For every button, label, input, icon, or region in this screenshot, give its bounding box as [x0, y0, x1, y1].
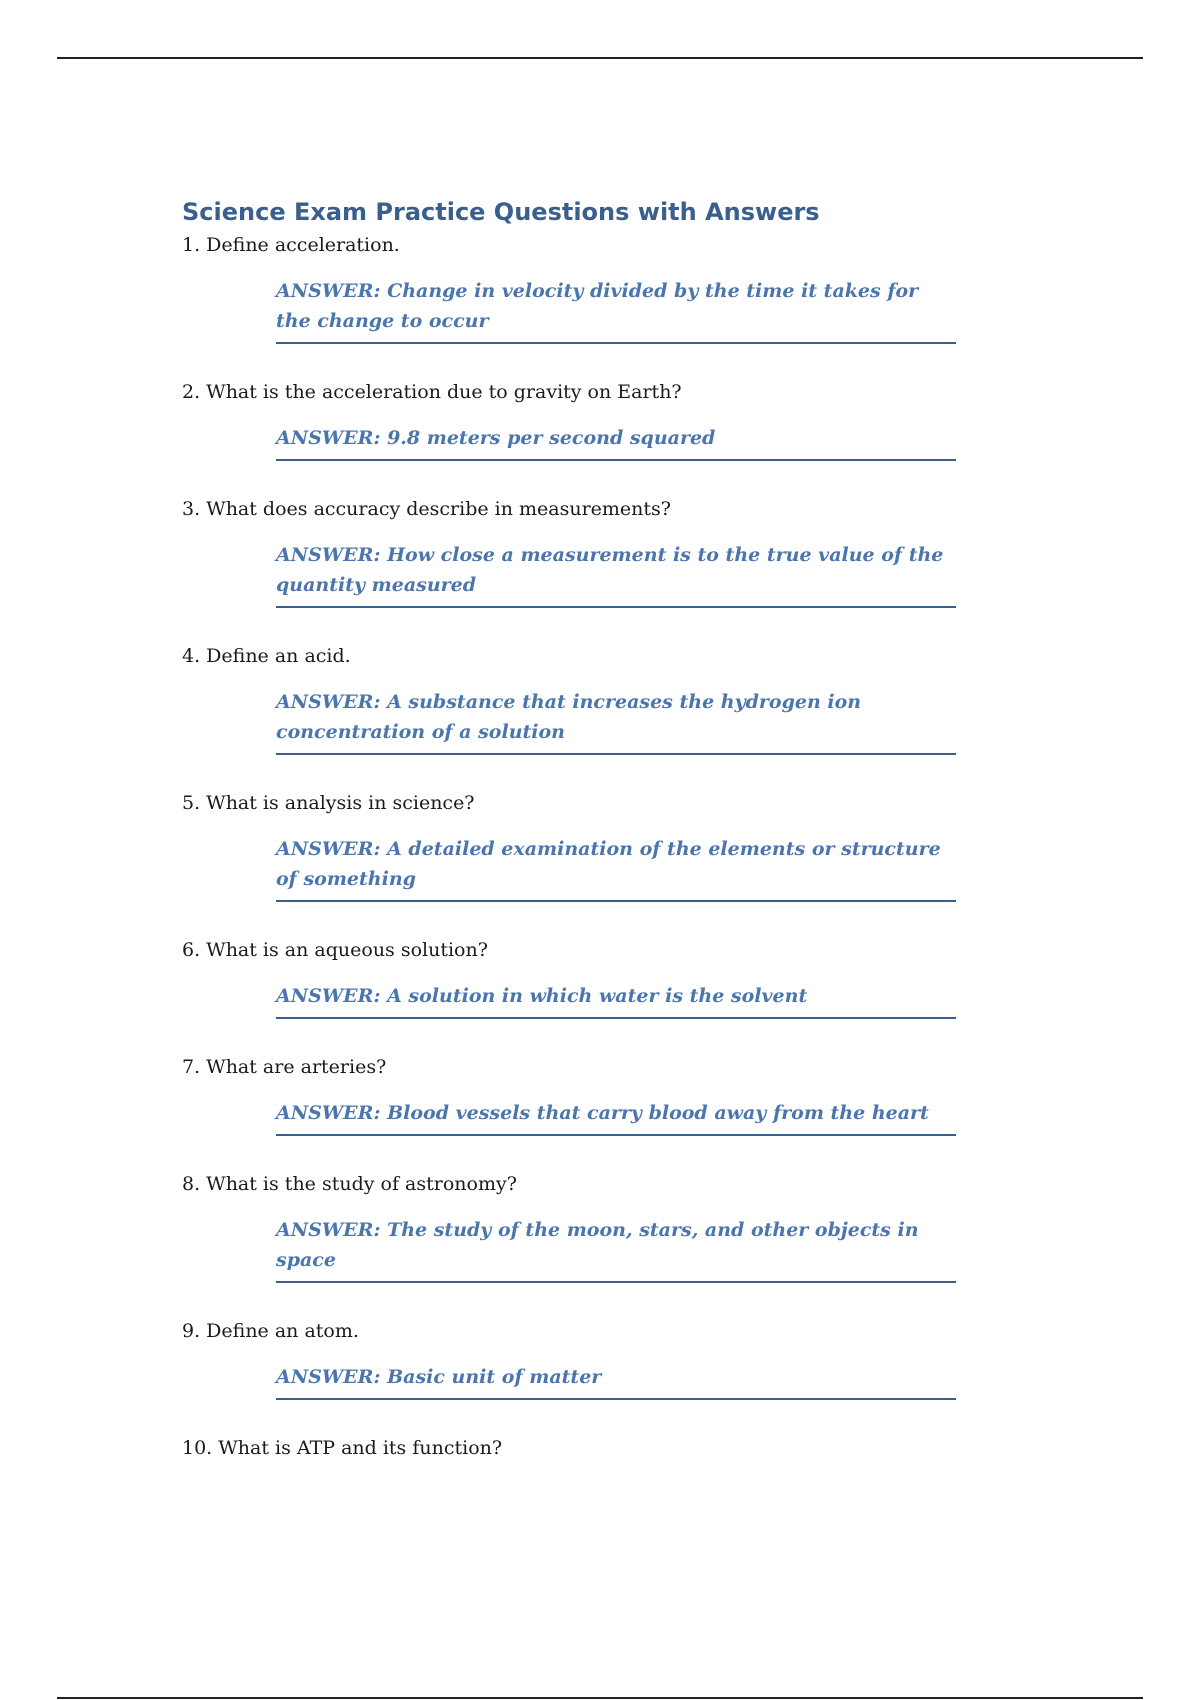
qa-item — [182, 378, 982, 461]
answer-line — [276, 834, 956, 902]
answer-line — [276, 276, 956, 344]
answer-text: ANSWER: 9.8 meters per second squared — [276, 427, 716, 449]
answer-text: ANSWER: A substance that increases the hydrogen ion concentration of a solution — [276, 691, 862, 743]
question-text: 5. What is analysis in science? — [182, 792, 475, 814]
answer-line — [276, 1215, 956, 1283]
question-text: 8. What is the study of astronomy? — [182, 1173, 517, 1195]
answer-text: ANSWER: A detailed examination of the elements or structure of something — [276, 838, 941, 890]
answer-line — [276, 1098, 956, 1136]
question-text: 10. What is ATP and its function? — [182, 1437, 503, 1459]
answer-text: ANSWER: How close a measurement is to the true value of the quantity measured — [276, 544, 944, 596]
question-text: 7. What are arteries? — [182, 1056, 387, 1078]
answer-text: ANSWER: A solution in which water is the solvent — [276, 985, 808, 1007]
question-list — [182, 231, 982, 1462]
qa-item — [182, 936, 982, 1019]
qa-item — [182, 1317, 982, 1400]
answer-text: ANSWER: Change in velocity divided by the time it takes for the change to occur — [276, 280, 919, 332]
qa-item — [182, 642, 982, 755]
question-text: 1. Define acceleration. — [182, 234, 400, 256]
answer-line — [276, 423, 956, 461]
qa-item — [182, 1053, 982, 1136]
page-bottom-rule — [57, 1697, 1143, 1699]
question-text: 2. What is the acceleration due to gravity on Earth? — [182, 381, 682, 403]
answer-line — [276, 1362, 956, 1400]
page-top-rule — [57, 57, 1143, 59]
qa-item — [182, 789, 982, 902]
answer-line — [276, 981, 956, 1019]
answer-text: ANSWER: Basic unit of matter — [276, 1366, 602, 1388]
qa-item — [182, 1434, 982, 1462]
answer-line — [276, 687, 956, 755]
question-text: 3. What does accuracy describe in measurements? — [182, 498, 671, 520]
document-body — [182, 195, 982, 1462]
answer-line — [276, 540, 956, 608]
answer-text: ANSWER: Blood vessels that carry blood away from the heart — [276, 1102, 929, 1124]
qa-item — [182, 495, 982, 608]
question-text: 4. Define an acid. — [182, 645, 351, 667]
question-text: 9. Define an atom. — [182, 1320, 359, 1342]
question-text: 6. What is an aqueous solution? — [182, 939, 488, 961]
answer-text: ANSWER: The study of the moon, stars, and other objects in space — [276, 1219, 919, 1271]
qa-item — [182, 1170, 982, 1283]
qa-item — [182, 231, 982, 344]
document-title: Science Exam Practice Questions with Answers — [182, 198, 820, 226]
